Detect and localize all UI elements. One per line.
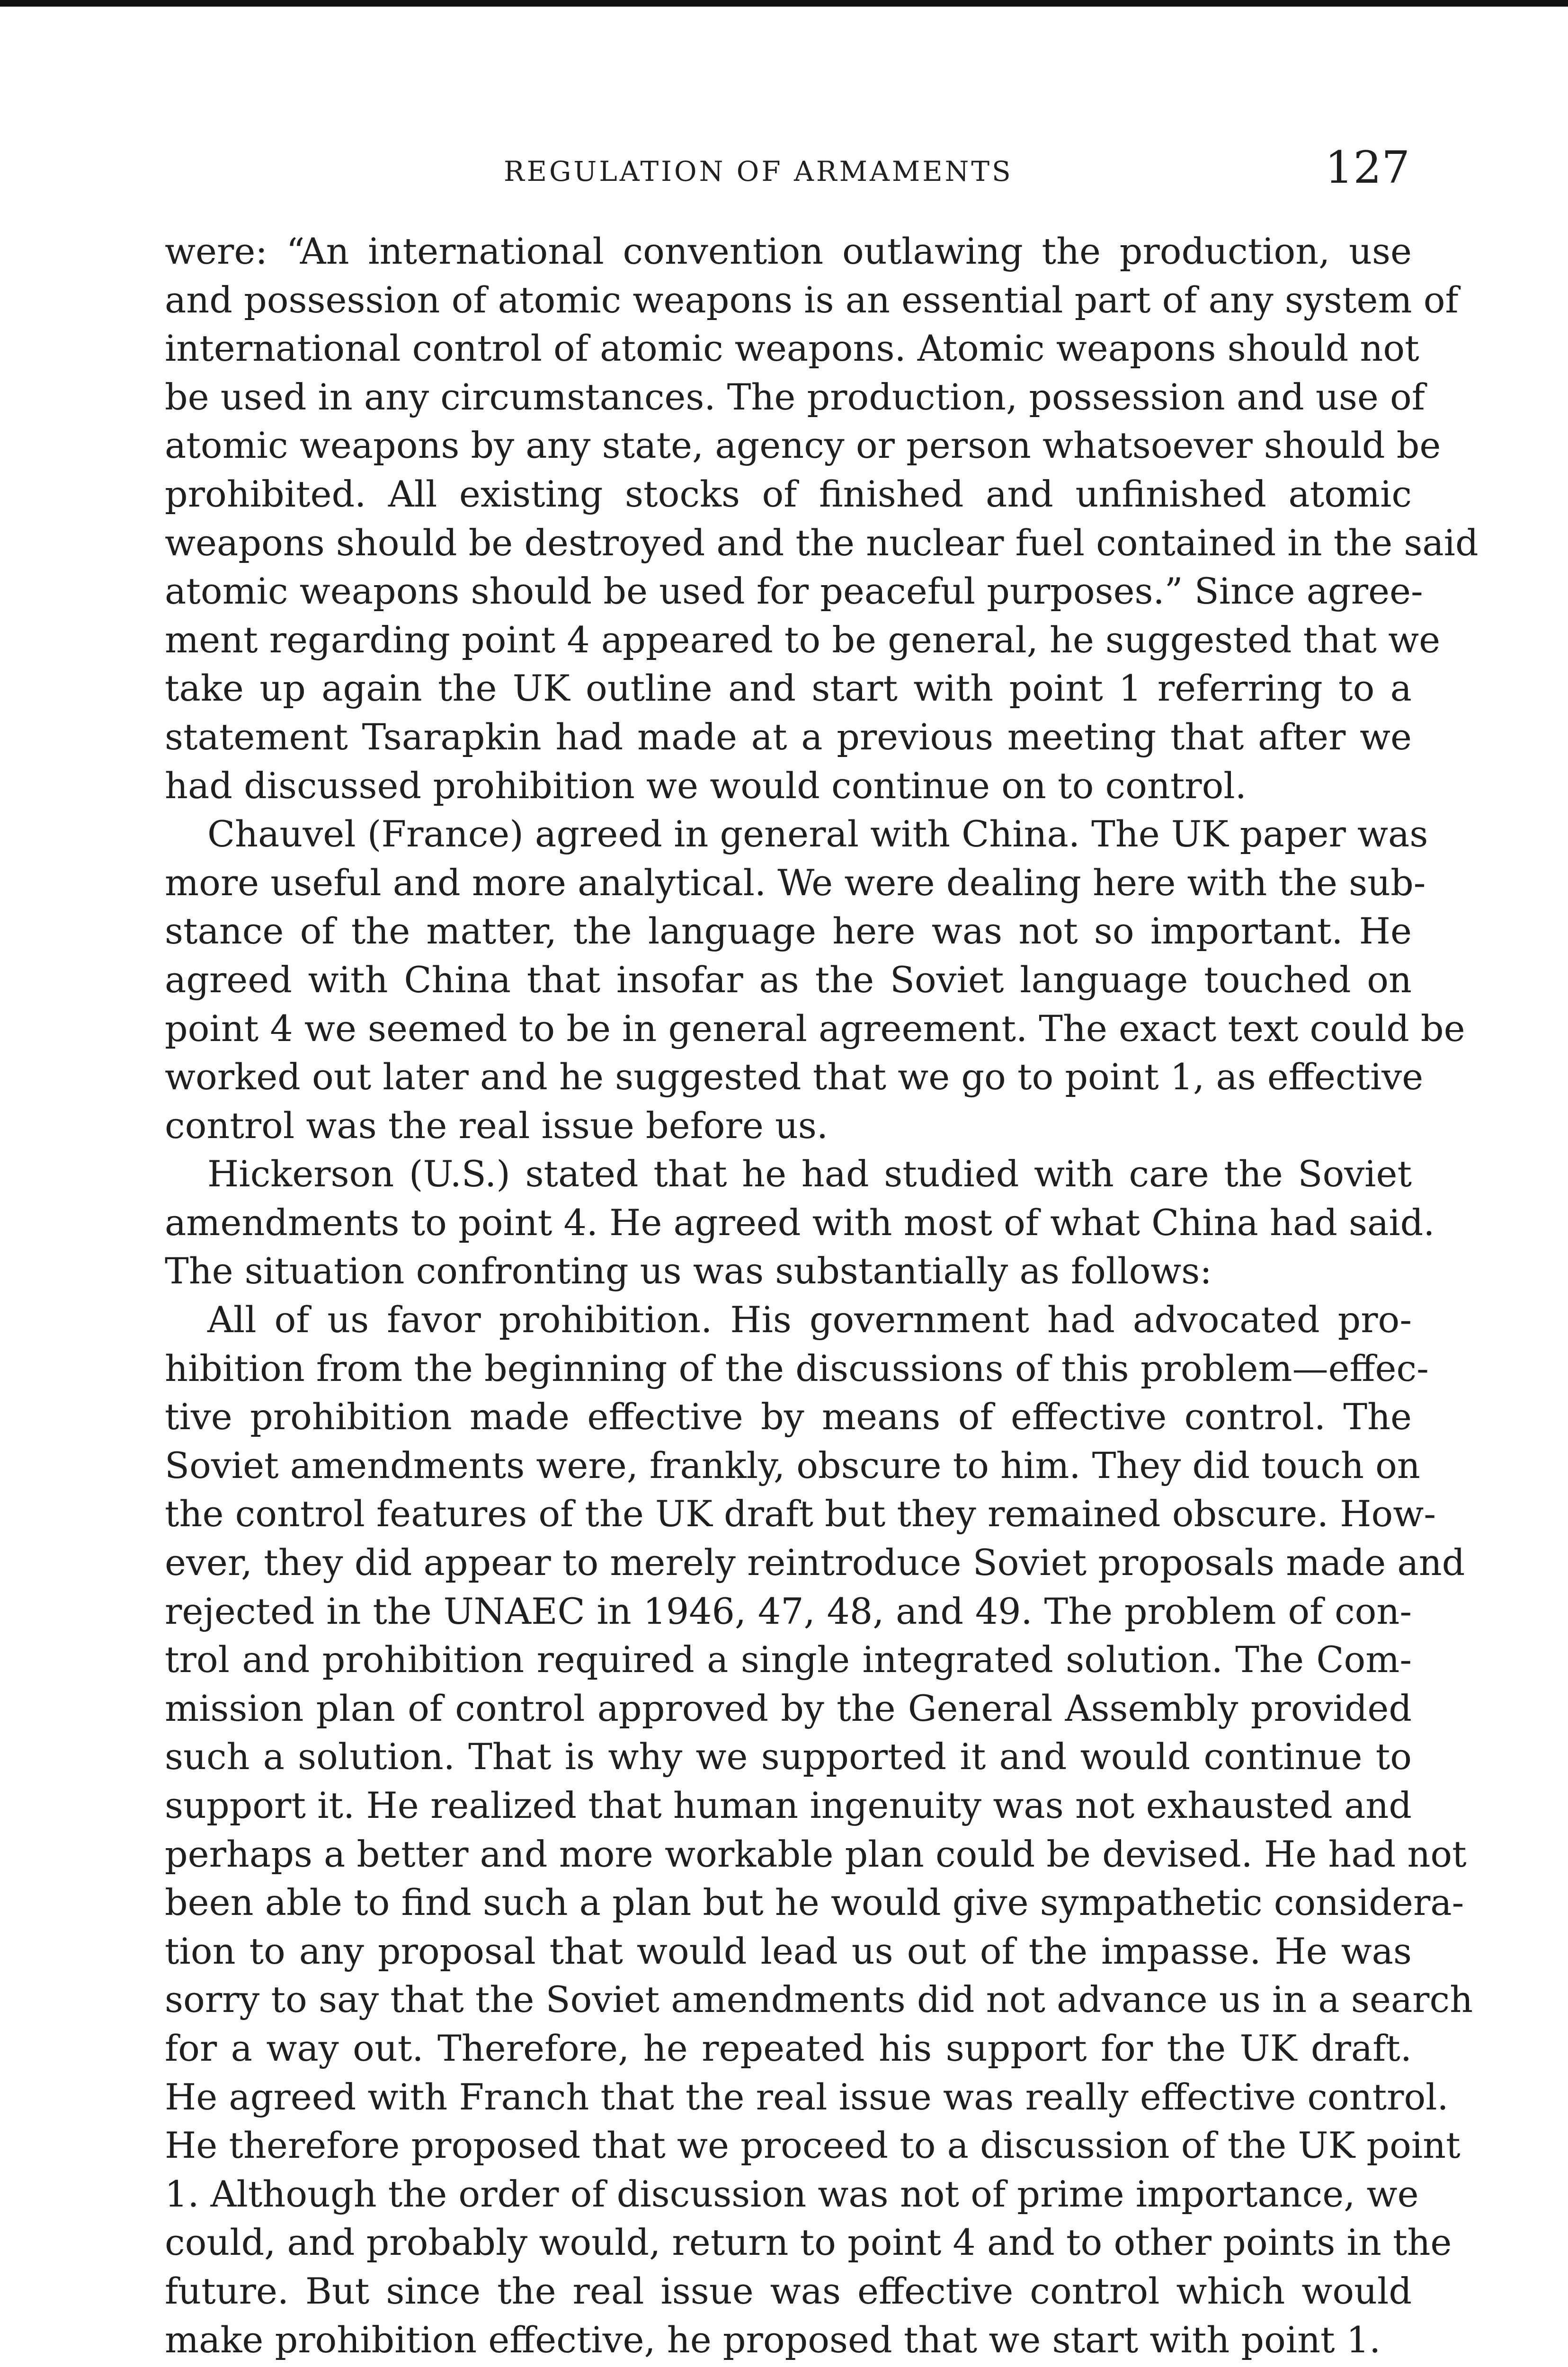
text-line: atomic weapons by any state, agency or person whatsoever should be	[165, 424, 1441, 467]
text-line: ever, they did appear to merely reintroduce Soviet proposals made and	[165, 1541, 1465, 1584]
text-line: 1. Although the order of discussion was not of prime importance, we	[165, 2172, 1419, 2215]
text-line: perhaps a better and more workable plan could be devised. He had not	[165, 1833, 1467, 1875]
text-line: weapons should be destroyed and the nuclear fuel contained in the said	[165, 521, 1479, 564]
text-line: international control of atomic weapons. Atomic weapons should not	[165, 327, 1419, 370]
page-header	[165, 137, 1410, 199]
page-number: 127	[1325, 142, 1410, 194]
text-line: He therefore proposed that we proceed to a discussion of the UK point	[165, 2124, 1461, 2167]
text-line: amendments to point 4. He agreed with most of what China had said.	[165, 1201, 1435, 1244]
text-line: had discussed prohibition we would continue on to control.	[165, 764, 1247, 807]
text-line: the control features of the UK draft but they remained obscure. How-	[165, 1493, 1436, 1535]
text-line: ment regarding point 4 appeared to be general, he suggested that we	[165, 618, 1441, 661]
text-line: tive prohibition made effective by means of effective control. The	[165, 1396, 1412, 1438]
text-line: control was the real issue before us.	[165, 1104, 829, 1147]
paragraph-start-line: Chauvel (France) agreed in general with China. The UK paper was	[207, 813, 1428, 855]
text-line: statement Tsarapkin had made at a previous meeting that after we	[165, 715, 1412, 758]
text-line: such a solution. That is why we supported it and would continue to	[165, 1735, 1412, 1778]
text-line: be used in any circumstances. The production, possession and use of	[165, 375, 1425, 418]
text-line: mission plan of control approved by the General Assembly provided	[165, 1687, 1412, 1729]
text-line: agreed with China that insofar as the Soviet language touched on	[165, 958, 1412, 1001]
text-line: could, and probably would, return to point 4 and to other points in the	[165, 2221, 1452, 2264]
top-edge-rule	[0, 0, 1568, 7]
text-line: prohibited. All existing stocks of finished and unfinished atomic	[165, 472, 1412, 515]
text-line: make prohibition effective, he proposed that we start with point 1.	[165, 2318, 1381, 2361]
text-line: were: “An international convention outlawing the production, use	[165, 230, 1412, 272]
body-text	[165, 227, 1479, 2364]
text-line: trol and prohibition required a single integrated solution. The Com-	[165, 1638, 1412, 1681]
text-line: Soviet amendments were, frankly, obscure to him. They did touch on	[165, 1444, 1420, 1486]
text-line: worked out later and he suggested that we go to point 1, as effective	[165, 1056, 1424, 1098]
text-line: for a way out. Therefore, he repeated his support for the UK draft.	[165, 2027, 1412, 2069]
paragraph-start-line: Hickerson (U.S.) stated that he had studied with care the Soviet	[207, 1153, 1412, 1195]
text-line: atomic weapons should be used for peaceful purposes.” Since agree-	[165, 570, 1423, 613]
running-head: REGULATION OF ARMAMENTS	[504, 155, 1013, 187]
text-line: rejected in the UNAEC in 1946, 47, 48, and 49. The problem of con-	[165, 1590, 1412, 1632]
text-line: sorry to say that the Soviet amendments did not advance us in a search	[165, 1978, 1473, 2021]
text-line: and possession of atomic weapons is an essential part of any system of	[165, 278, 1459, 321]
text-line: stance of the matter, the language here was not so important. He	[165, 910, 1412, 952]
text-line: hibition from the beginning of the discussions of this problem—effec-	[165, 1347, 1429, 1389]
paragraph-start-line: All of us favor prohibition. His government had advocated pro-	[207, 1299, 1412, 1341]
text-line: support it. He realized that human ingenuity was not exhausted and	[165, 1784, 1412, 1826]
text-line: take up again the UK outline and start with point 1 referring to a	[165, 667, 1412, 710]
text-line: been able to find such a plan but he would give sympathetic considera-	[165, 1881, 1464, 1924]
text-line: The situation confronting us was substantially as follows:	[165, 1250, 1212, 1292]
text-line: tion to any proposal that would lead us out of the impasse. He was	[165, 1930, 1412, 1972]
text-line: He agreed with Franch that the real issue was really effective control.	[165, 2075, 1449, 2118]
text-line: more useful and more analytical. We were dealing here with the sub-	[165, 861, 1426, 904]
text-line: point 4 we seemed to be in general agreement. The exact text could be	[165, 1007, 1465, 1050]
text-line: future. But since the real issue was effective control which would	[165, 2269, 1412, 2312]
